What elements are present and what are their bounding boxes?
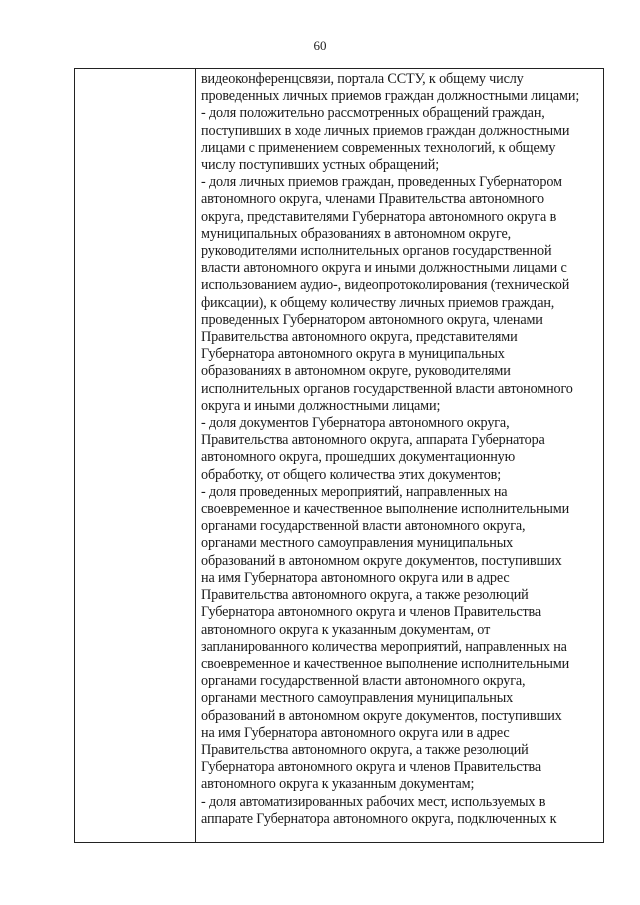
text-line: Правительства автономного округа, представителями	[201, 329, 518, 346]
text-line: руководителями исполнительных органов государственной	[201, 243, 552, 260]
text-line: образований в автономном округе документов, поступивших	[201, 707, 562, 724]
table-right-cell	[196, 69, 603, 842]
text-line: автономного округа к указанным документам, от	[201, 621, 491, 638]
text-line: муниципальных образованиях в автономном округе,	[201, 225, 511, 242]
text-line: на имя Губернатора автономного округа или в адрес	[201, 569, 510, 586]
text-line: числу поступивших устных обращений;	[201, 157, 439, 174]
text-line: власти автономного округа и иными должностными лицами с	[201, 260, 567, 277]
text-line: органами местного самоуправления муниципальных	[201, 535, 514, 552]
text-line: Губернатора автономного округа и членов Правительства	[201, 604, 542, 621]
text-line: автономного округа, членами Правительства автономного	[201, 191, 544, 208]
table-left-cell	[75, 69, 196, 842]
text-line: - доля проведенных мероприятий, направленных на	[201, 483, 508, 500]
text-line: образований в автономном округе документов, поступивших	[201, 552, 562, 569]
text-line: Губернатора автономного округа и членов Правительства	[201, 759, 542, 776]
text-line: - доля автоматизированных рабочих мест, используемых в	[201, 793, 546, 810]
text-line: Губернатора автономного округа в муниципальных	[201, 346, 505, 363]
text-line: проведенных Губернатором автономного округа, членами	[201, 311, 543, 328]
text-line: образованиях в автономном округе, руководителями	[201, 363, 511, 380]
text-line: Правительства автономного округа, а также резолюций	[201, 587, 529, 604]
text-line: Правительства автономного округа, а также резолюций	[201, 741, 529, 758]
text-line: автономного округа к указанным документам;	[201, 776, 475, 793]
text-line: своевременное и качественное выполнение исполнительными	[201, 655, 570, 672]
text-line: обработку, от общего количества этих документов;	[201, 466, 502, 483]
text-line: округа, представителями Губернатора автономного округа в	[201, 208, 557, 225]
text-line: исполнительных органов государственной власти автономного	[201, 380, 573, 397]
text-line: округа и иными должностными лицами;	[201, 397, 441, 414]
text-line: аппарате Губернатора автономного округа, подключенных к	[201, 810, 557, 827]
text-line: на имя Губернатора автономного округа или в адрес	[201, 724, 510, 741]
text-line: органами местного самоуправления муниципальных	[201, 690, 514, 707]
page-number: 60	[313, 38, 327, 53]
text-line: органами государственной власти автономного округа,	[201, 518, 526, 535]
text-line: своевременное и качественное выполнение исполнительными	[201, 501, 570, 518]
text-line: органами государственной власти автономного округа,	[201, 673, 526, 690]
text-line: - доля положительно рассмотренных обращений граждан,	[201, 105, 545, 122]
text-line: лицами с применением современных технологий, к общему	[201, 139, 556, 156]
text-line: использованием аудио-, видеопротоколирования (технической	[201, 277, 570, 294]
text-line: запланированного количества мероприятий, направленных на	[201, 638, 567, 655]
text-line: фиксации), к общему количеству личных приемов граждан,	[201, 294, 555, 311]
text-line: проведенных личных приемов граждан должностными лицами;	[201, 88, 580, 105]
text-line: - доля личных приемов граждан, проведенных Губернатором	[201, 174, 562, 191]
document-table	[74, 68, 604, 843]
text-line: видеоконференцсвязи, портала ССТУ, к общему числу	[201, 71, 524, 87]
text-line: автономного округа, прошедших документационную	[201, 449, 516, 466]
text-line: Правительства автономного округа, аппарата Губернатора	[201, 432, 545, 449]
text-line: - доля документов Губернатора автономного округа,	[201, 415, 510, 432]
text-line: поступивших в ходе личных приемов граждан должностными	[201, 122, 570, 139]
